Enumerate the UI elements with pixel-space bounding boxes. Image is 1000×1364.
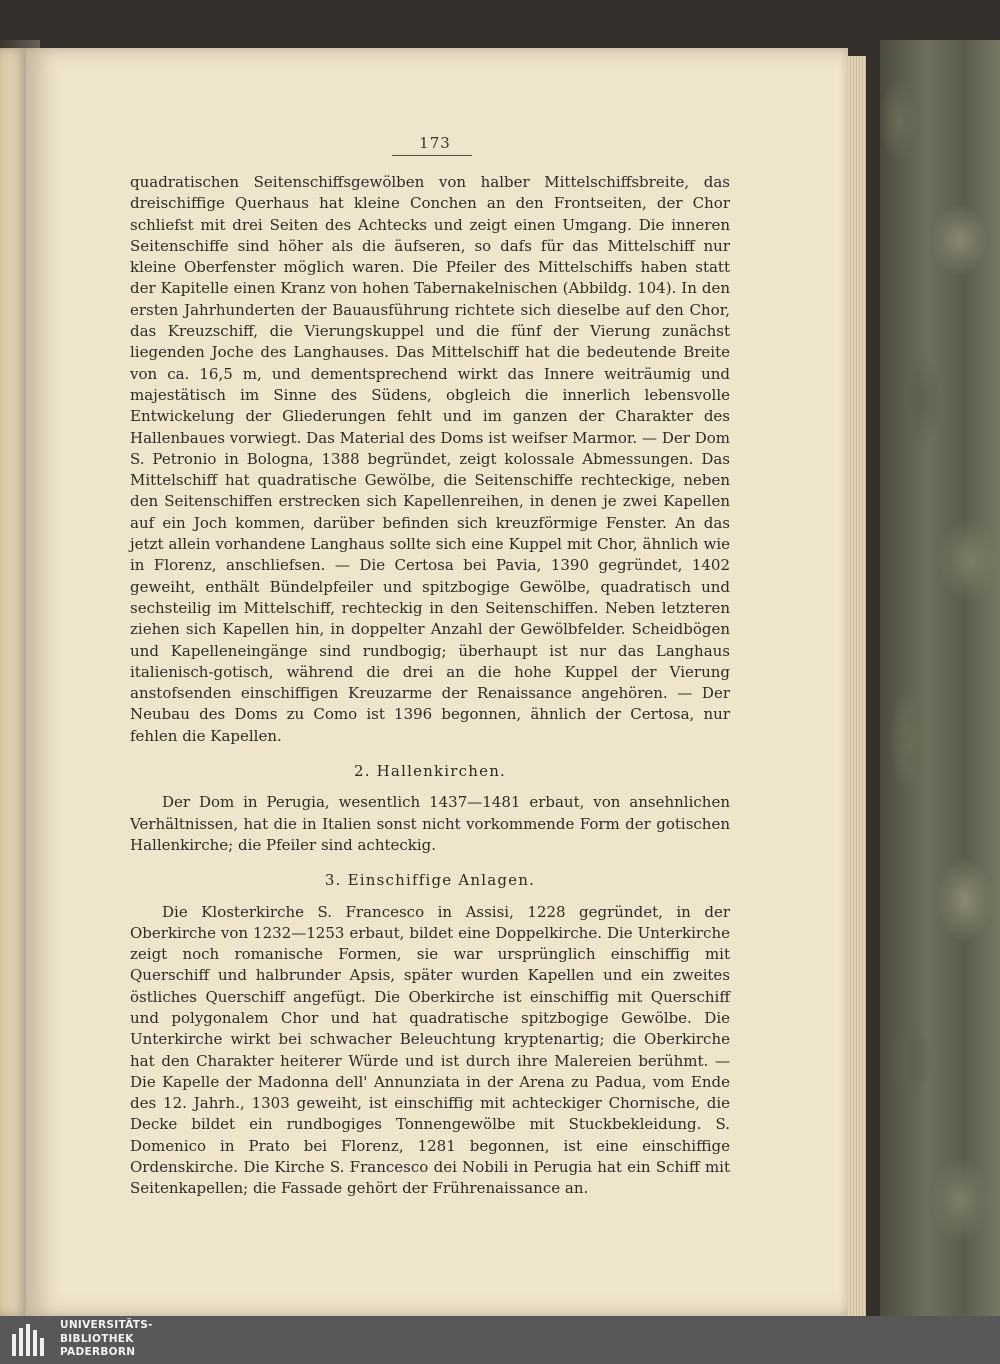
page-stack-edge (848, 56, 866, 1316)
library-name-line2: BIBLIOTHEK (60, 1332, 134, 1345)
paragraph-hallenkirchen: Der Dom in Perugia, wesentlich 1437—1481 erbaut, von ansehnlichen Verhältnissen, hat die in Italien sonst nicht vorkommende Form der gotischen Hallenkirche; die Pfeiler sind achteckig. (130, 793, 730, 854)
library-bars-icon (12, 1324, 48, 1356)
section-heading-hallenkirchen: 2. Hallenkirchen. (353, 762, 507, 781)
text-block (130, 172, 730, 1200)
library-footer (0, 1316, 1000, 1364)
marbled-cover (880, 40, 1000, 1316)
library-name-line1: UNIVERSITÄTS- (60, 1319, 153, 1331)
page-number-rule (392, 155, 472, 156)
library-name (60, 1319, 153, 1360)
paragraph-continuation: quadratischen Seitenschiffsgewölben von halber Mittelschiffsbreite, das dreischiffige Querhaus hat kleine Conchen an den Frontseiten, der Chor schliefst mit drei Seiten des Achtecks und zeigt einen Umgang. Die inneren Seitenschiffe sind höher als die äufseren, so dafs für das Mittelschiff nur kleine Oberfenster möglich waren. Die Pfeiler des Mittelschiffs haben statt der Kapitelle einen Kranz von hohen Tabernakelnischen (Abbildg. 104). In den ersten Jahrhunderten der Bauausführung richtete sich dieselbe auf den Chor, das Kreuzschiff, die Vierungskuppel und die fünf der Vierung zunächst liegenden Joche des Langhauses. Das Mittelschiff hat die bedeutende Breite von ca. 16,5 m, und dementsprechend wirkt das Innere weiträumig und majestätisch im Sinne des Südens, obgleich die innerlich lebensvolle Entwickelung der Gliederungen fehlt und im ganzen der Charakter des Hallenbaues vorwiegt. Das Material des Doms ist weifser Marmor. — Der Dom S. Petronio in Bologna, 1388 begründet, zeigt kolossale Abmessungen. Das Mittelschiff hat quadratische Gewölbe, die Seitenschiffe rechteckige, neben den Seitenschiffen erstrecken sich Kapellenreihen, in denen je zwei Kapellen auf ein Joch kommen, darüber befinden sich kreuzförmige Fenster. An das jetzt allein vorhandene Langhaus sollte sich eine Kuppel mit Chor, ähnlich wie in Florenz, anschliefsen. — Die Certosa bei Pavia, 1390 gegründet, 1402 geweiht, enthält Bündelpfeiler und spitzbogige Gewölbe, quadratisch und sechsteilig im Mittelschiff, rechteckig in den Seitenschiffen. Neben letzteren ziehen sich Kapellen hin, in doppelter Anzahl der Gewölbfelder. Scheidbögen und Kapelleneingänge sind rundbogig; überhaupt ist nur das Langhaus italienisch-gotisch, während die drei an die hohe Kuppel der Vierung anstofsenden einschiffigen Kreuzarme der Renaissance angehören. — Der Neubau des Doms zu Como ist 1396 begonnen, ähnlich der Certosa, nur fehlen die Kapellen. (130, 173, 730, 745)
section-heading-einschiffige: 3. Einschiffige Anlagen. (324, 871, 536, 890)
paragraph-einschiffige: Die Klosterkirche S. Francesco in Assisi, 1228 gegründet, in der Oberkirche von 1232—1253 erbaut, bildet eine Doppelkirche. Die Unterkirche zeigt noch romanische Formen, sie war ursprünglich einschiffig mit Querschiff und halbrunder Apsis, später wurden Kapellen und ein zweites östliches Querschiff angefügt. Die Oberkirche ist einschiffig mit Querschiff und polygonalem Chor und hat quadratische spitzbogige Gewölbe. Die Unterkirche wirkt bei schwacher Beleuchtung kryptenartig; die Oberkirche hat den Charakter heiterer Würde und ist durch ihre Malereien berühmt. — Die Kapelle der Madonna dell' Annunziata in der Arena zu Padua, vom Ende des 12. Jahrh., 1303 geweiht, ist einschiffig mit achteckiger Chornische, die Decke bildet ein rundbogiges Tonnengewölbe mit Stuckbekleidung. S. Domenico in Prato bei Florenz, 1281 begonnen, ist eine einschiffige Ordenskirche. Die Kirche S. Francesco dei Nobili in Perugia hat ein Schiff mit Seitenkapellen; die Fassade gehört der Frührenaissance an. (130, 902, 730, 1198)
page-number: 173 (419, 134, 451, 152)
left-page-edge (0, 48, 26, 1316)
library-name-line3: PADERBORN (60, 1346, 136, 1358)
